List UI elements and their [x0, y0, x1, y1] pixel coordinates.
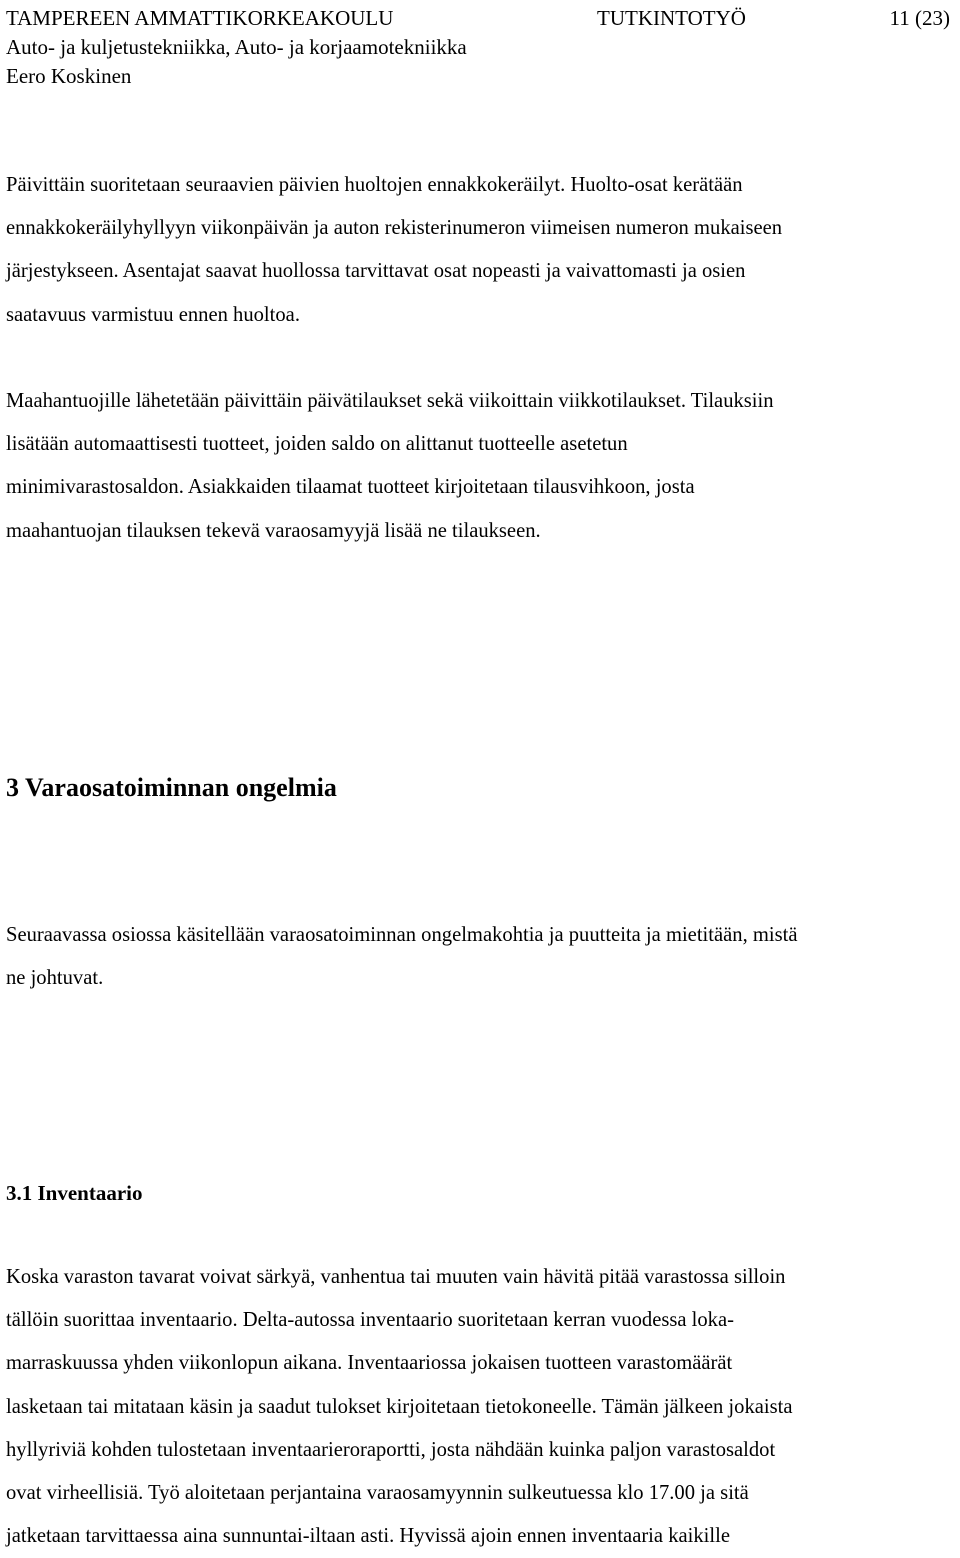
text-line: ovat virheellisiä. Työ aloitetaan perjantaina varaosamyynnin sulkeutuessa klo 17.00 ja sitä — [6, 1482, 749, 1505]
section-heading-3-1: 3.1 Inventaario — [6, 1181, 143, 1205]
text-line: jatketaan tarvittaessa aina sunnuntai-iltaan asti. Hyvissä ajoin ennen inventaaria kaikille — [6, 1525, 730, 1548]
paragraph-inventory — [6, 1256, 956, 1558]
header-department: Auto- ja kuljetustekniikka, Auto- ja korjaamotekniikka — [6, 35, 467, 59]
text-line: Maahantuojille lähetetään päivittäin päivätilaukset sekä viikoittain viikkotilaukset. Tilauksiin — [6, 390, 774, 412]
header-page-number: 11 (23) — [889, 6, 950, 30]
text-line: marraskuussa yhden viikonlopun aikana. Inventaariossa jokaisen tuotteen varastomäärät — [6, 1352, 733, 1375]
text-line: Koska varaston tavarat voivat särkyä, vanhentua tai muuten vain hävitä pitää varastossa silloin — [6, 1266, 786, 1288]
text-line: järjestykseen. Asentajat saavat huollossa tarvittavat osat nopeasti ja vaivattomasti ja osien — [6, 260, 746, 283]
paragraph-orders — [6, 380, 956, 553]
text-line: saatavuus varmistuu ennen huoltoa. — [6, 303, 300, 326]
header-institution: TAMPEREEN AMMATTIKORKEAKOULU — [6, 6, 394, 30]
header-author: Eero Koskinen — [6, 64, 132, 88]
text-line: ne johtuvat. — [6, 967, 104, 990]
header-top-row — [6, 4, 956, 33]
text-line: lisätään automaattisesti tuotteet, joiden saldo on alittanut tuotteelle asetetun — [6, 433, 628, 456]
text-line: Seuraavassa osiossa käsitellään varaosatoiminnan ongelmakohtia ja puutteita ja mietitään, mistä — [6, 924, 798, 946]
page-header — [6, 4, 956, 91]
text-line: maahantuojan tilauksen tekevä varaosamyyjä lisää ne tilaukseen. — [6, 519, 541, 542]
text-line: Päivittäin suoritetaan seuraavien päivien huoltojen ennakkokeräilyt. Huolto-osat kerätään — [6, 174, 743, 196]
text-line: ennakkokeräilyhyllyyn viikonpäivän ja auton rekisterinumeron viimeisen numeron mukaiseen — [6, 217, 783, 240]
text-line: lasketaan tai mitataan käsin ja saadut tulokset kirjoitetaan tietokoneelle. Tämän jälkeen jokaista — [6, 1395, 793, 1418]
section-heading-3: 3 Varaosatoiminnan ongelmia — [6, 773, 337, 802]
text-line: minimivarastosaldon. Asiakkaiden tilaamat tuotteet kirjoitetaan tilausvihkoon, josta — [6, 476, 695, 499]
paragraph-section3-intro — [6, 914, 956, 1000]
header-doc-type: TUTKINTOTYÖ — [597, 6, 746, 30]
text-line: tällöin suorittaa inventaario. Delta-autossa inventaario suoritetaan kerran vuodessa loka- — [6, 1309, 734, 1332]
paragraph-preorders — [6, 164, 956, 337]
text-line: hyllyriviä kohden tulostetaan inventaarieroraportti, josta nähdään kuinka paljon varastosaldot — [6, 1438, 776, 1461]
